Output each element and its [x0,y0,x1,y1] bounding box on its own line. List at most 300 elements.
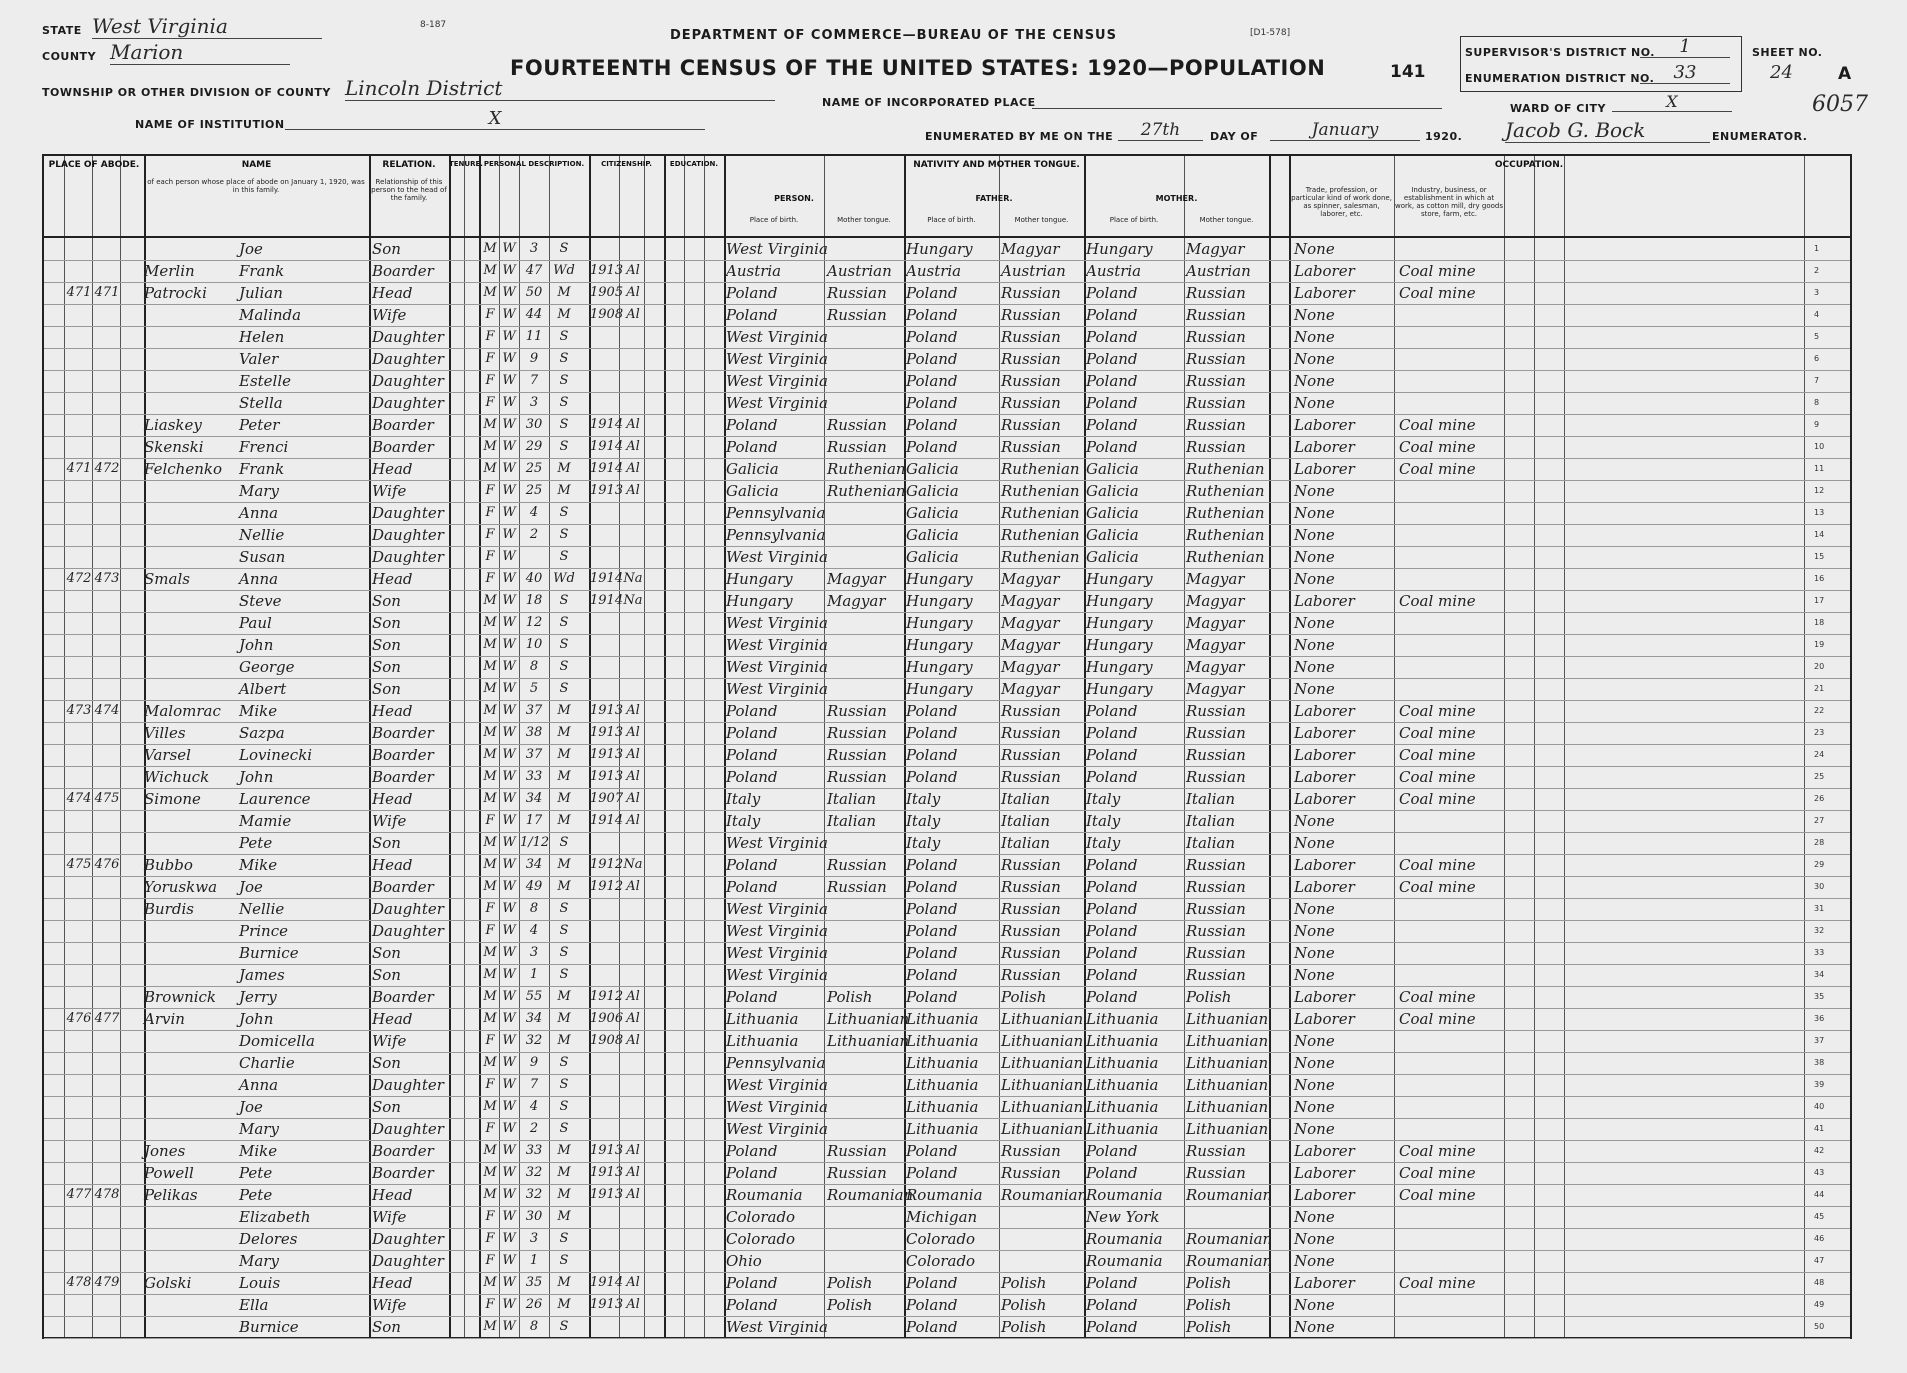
cell-given: Mamie [239,812,292,830]
cell-fbp: Poland [906,724,958,742]
column-rule [1289,156,1291,1337]
cell-race: W [502,439,516,454]
cell-age: 1 [529,967,539,982]
cell-age: 7 [529,373,539,388]
cell-ms: M [557,1209,571,1224]
cell-race: W [502,835,516,850]
cell-given: Charlie [239,1054,295,1072]
cell-given: Mike [239,702,278,720]
cell-imm: 1913 [590,703,624,718]
cell-fbp: Poland [906,944,958,962]
cell-fbp: Hungary [906,658,973,676]
cell-mmt: Roumanian [1186,1252,1273,1270]
cell-sex: M [483,1187,497,1202]
enumeration-value: 33 [1640,62,1730,84]
cell-given: Susan [239,548,286,566]
cell-mbp: Poland [1086,702,1138,720]
cell-bp: West Virginia [726,1120,828,1138]
cell-ms: S [559,241,569,256]
cell-age: 32 [525,1033,543,1048]
cell-sex: F [485,813,495,828]
cell-occ: None [1294,240,1335,258]
cell-nat: Al [626,989,640,1004]
cell-fmt: Polish [1001,988,1047,1006]
cell-sex: M [483,725,497,740]
cell-given: Mary [239,482,279,500]
cell-bp: Italy [726,790,761,808]
cell-rel: Wife [372,306,407,324]
cell-rel: Daughter [372,548,444,566]
row-number: 23 [1814,728,1825,737]
cell-mbp: Poland [1086,746,1138,764]
cell-sex: F [485,1121,495,1136]
cell-given: Estelle [239,372,292,390]
cell-occ: None [1294,1230,1335,1248]
cell-mt: Russian [827,746,887,764]
cell-fmt: Ruthenian [1001,526,1080,544]
cell-race: W [502,527,516,542]
cell-ind: Coal mine [1399,416,1476,434]
cell-bp: West Virginia [726,658,828,676]
cell-rel: Son [372,1318,401,1336]
cell-mbp: Poland [1086,724,1138,742]
cell-bp: West Virginia [726,548,828,566]
cell-ind: Coal mine [1399,592,1476,610]
cell-mbp: Lithuania [1086,1010,1159,1028]
cell-fmt: Magyar [1001,658,1060,676]
cell-fmt: Polish [1001,1274,1047,1292]
cell-age: 47 [525,263,543,278]
cell-rel: Son [372,1054,401,1072]
cell-given: Steve [239,592,282,610]
supervisor-label: SUPERVISOR'S DISTRICT NO. [1465,46,1655,59]
cell-bp: West Virginia [726,614,828,632]
cell-ms: S [559,1055,569,1070]
cell-mt: Lithuanian [827,1032,910,1050]
township-value: Lincoln District [345,76,775,101]
cell-fmt: Italian [1001,834,1051,852]
cell-ms: S [559,1121,569,1136]
cell-given: Nellie [239,526,285,544]
cell-occ: None [1294,614,1335,632]
cell-race: W [502,1033,516,1048]
cell-race: W [502,461,516,476]
cell-surname: Yoruskwa [144,878,218,896]
cell-race: W [502,1275,516,1290]
cell-occ: None [1294,570,1335,588]
cell-rel: Head [372,1186,413,1204]
cell-sex: M [483,945,497,960]
cell-race: W [502,967,516,982]
cell-mmt: Polish [1186,1274,1232,1292]
cell-imm: 1908 [590,307,624,322]
cell-sex: M [483,637,497,652]
cell-fam: 479 [94,1275,120,1290]
cell-mmt: Russian [1186,922,1246,940]
row-number: 8 [1814,398,1820,407]
cell-rel: Son [372,614,401,632]
cell-fbp: Lithuania [906,1098,979,1116]
row-number: 7 [1814,376,1820,385]
cell-occ: None [1294,1054,1335,1072]
cell-fbp: Poland [906,284,958,302]
cell-rel: Boarder [372,988,434,1006]
ward-value: X [1612,92,1732,112]
cell-fbp: Poland [906,328,958,346]
cell-ms: S [559,505,569,520]
cell-bp: Pennsylvania [726,1054,826,1072]
cell-bp: Poland [726,878,778,896]
cell-mbp: Poland [1086,416,1138,434]
cell-surname: Burdis [144,900,194,918]
cell-fmt: Magyar [1001,592,1060,610]
cell-rel: Wife [372,1296,407,1314]
cell-age: 3 [529,945,539,960]
cell-fbp: Italy [906,812,941,830]
cell-rel: Wife [372,812,407,830]
cell-fbp: Poland [906,768,958,786]
cell-fmt: Russian [1001,438,1061,456]
cell-given: John [239,1010,274,1028]
cell-nat: Al [626,263,640,278]
cell-bp: West Virginia [726,350,828,368]
cell-sex: M [483,967,497,982]
cell-race: W [502,901,516,916]
cell-age: 2 [529,527,539,542]
cell-mbp: Poland [1086,966,1138,984]
row-number: 49 [1814,1300,1825,1309]
cell-fmt: Lithuanian [1001,1120,1084,1138]
cell-mmt: Polish [1186,1296,1232,1314]
cell-ms: S [559,593,569,608]
cell-mmt: Lithuanian [1186,1098,1269,1116]
cell-race: W [502,1121,516,1136]
cell-race: W [502,1099,516,1114]
cell-ind: Coal mine [1399,1274,1476,1292]
cell-given: Joe [239,1098,263,1116]
column-rule [1394,156,1395,1337]
cell-fmt: Russian [1001,372,1061,390]
cell-given: Pete [239,1186,273,1204]
cell-given: Elizabeth [239,1208,311,1226]
cell-given: Peter [239,416,280,434]
cell-occ: Laborer [1294,1010,1355,1028]
cell-age: 40 [525,571,543,586]
cell-mmt: Ruthenian [1186,526,1265,544]
cell-fam: 478 [94,1187,120,1202]
cell-occ: Laborer [1294,724,1355,742]
cell-rel: Head [372,790,413,808]
cell-mmt: Polish [1186,988,1232,1006]
cell-ms: S [559,549,569,564]
cell-occ: None [1294,394,1335,412]
cell-mmt: Lithuanian [1186,1076,1269,1094]
cell-bp: West Virginia [726,966,828,984]
enumerator-name: Jacob G. Bock [1505,118,1710,143]
cell-race: W [502,1143,516,1158]
cell-race: W [502,483,516,498]
cell-mmt: Italian [1186,790,1236,808]
cell-rel: Daughter [372,394,444,412]
cell-rel: Son [372,966,401,984]
cell-mbp: Galicia [1086,460,1139,478]
cell-ms: M [557,285,571,300]
cell-age: 2 [529,1121,539,1136]
cell-given: Pete [239,834,273,852]
cell-ms: S [559,1319,569,1334]
cell-dw: 471 [66,461,92,476]
cell-fbp: Lithuania [906,1010,979,1028]
cell-sex: M [483,615,497,630]
form-code: [D1-578] [1250,28,1291,38]
cell-nat: Al [626,725,640,740]
cell-occ: None [1294,504,1335,522]
cell-given: Stella [239,394,283,412]
cell-race: W [502,307,516,322]
cell-sex: M [483,1275,497,1290]
cell-ms: M [557,791,571,806]
cell-ms: S [559,637,569,652]
cell-occ: Laborer [1294,1142,1355,1160]
cell-mbp: Poland [1086,768,1138,786]
cell-mmt: Russian [1186,1142,1246,1160]
cell-mmt: Ruthenian [1186,504,1265,522]
cell-mmt: Russian [1186,1164,1246,1182]
cell-race: W [502,285,516,300]
cell-rel: Son [372,1098,401,1116]
cell-mt: Italian [827,790,877,808]
cell-ms: M [557,1143,571,1158]
cell-fam: 476 [94,857,120,872]
cell-bp: Poland [726,768,778,786]
cell-bp: Roumania [726,1186,803,1204]
cell-age: 8 [529,659,539,674]
cell-surname: Golski [144,1274,192,1292]
cell-occ: Laborer [1294,768,1355,786]
column-rule [1534,156,1535,1337]
cell-given: Helen [239,328,285,346]
cell-rel: Boarder [372,878,434,896]
cell-nat: Na [623,571,643,586]
cell-rel: Daughter [372,504,444,522]
cell-sex: M [483,879,497,894]
cell-fmt: Russian [1001,900,1061,918]
cell-ms: S [559,439,569,454]
cell-mmt: Russian [1186,306,1246,324]
cell-age: 3 [529,395,539,410]
cell-age: 29 [525,439,543,454]
father-tongue-header: Mother tongue. [1014,216,1069,224]
cell-ind: Coal mine [1399,1186,1476,1204]
cell-mmt: Lithuanian [1186,1010,1269,1028]
cell-occ: None [1294,1120,1335,1138]
cell-sex: M [483,659,497,674]
cell-rel: Daughter [372,922,444,940]
cell-surname: Brownick [144,988,217,1006]
cell-rel: Daughter [372,350,444,368]
cell-race: W [502,329,516,344]
cell-race: W [502,373,516,388]
cell-mbp: Lithuania [1086,1054,1159,1072]
cell-mmt: Ruthenian [1186,548,1265,566]
cell-occ: Laborer [1294,262,1355,280]
cell-rel: Wife [372,482,407,500]
cell-dw: 471 [66,285,92,300]
cell-given: Joe [239,240,263,258]
cell-age: 44 [525,307,543,322]
cell-sex: M [483,1055,497,1070]
cell-age: 49 [525,879,543,894]
cell-bp: Poland [726,1142,778,1160]
cell-bp: Poland [726,416,778,434]
cell-mbp: Poland [1086,350,1138,368]
cell-mt: Russian [827,284,887,302]
cell-fmt: Russian [1001,1164,1061,1182]
cell-imm: 1913 [590,1297,624,1312]
county-value: Marion [110,40,290,65]
cell-sex: F [485,395,495,410]
cell-surname: Villes [144,724,186,742]
cell-race: W [502,1077,516,1092]
cell-mmt: Russian [1186,438,1246,456]
cell-fbp: Poland [906,1318,958,1336]
cell-nat: Al [626,703,640,718]
cell-age: 37 [525,703,543,718]
cell-ms: M [557,1297,571,1312]
cell-mbp: Italy [1086,812,1121,830]
cell-given: Anna [239,1076,279,1094]
cell-rel: Boarder [372,724,434,742]
cell-sex: F [485,329,495,344]
cell-bp: Ohio [726,1252,762,1270]
cell-occ: None [1294,1032,1335,1050]
cell-rel: Daughter [372,526,444,544]
cell-nat: Al [626,439,640,454]
cell-sex: M [483,1143,497,1158]
cell-given: John [239,768,274,786]
cell-race: W [502,637,516,652]
cell-age: 33 [525,1143,543,1158]
cell-bp: West Virginia [726,636,828,654]
cell-mmt: Russian [1186,416,1246,434]
cell-mbp: Poland [1086,922,1138,940]
cell-age: 25 [525,461,543,476]
cell-fbp: Lithuania [906,1032,979,1050]
cell-imm: 1913 [590,263,624,278]
cell-sex: M [483,417,497,432]
cell-age: 4 [529,1099,539,1114]
cell-fmt: Russian [1001,416,1061,434]
row-number: 42 [1814,1146,1825,1155]
row-number: 4 [1814,310,1820,319]
row-number: 40 [1814,1102,1825,1111]
cell-mbp: Poland [1086,284,1138,302]
cell-surname: Skenski [144,438,204,456]
cell-sex: M [483,593,497,608]
cell-race: W [502,703,516,718]
cell-ms: M [557,461,571,476]
cell-rel: Daughter [372,328,444,346]
cell-occ: None [1294,1076,1335,1094]
cell-bp: Pennsylvania [726,504,826,522]
cell-given: Louis [239,1274,281,1292]
cell-race: W [502,989,516,1004]
cell-race: W [502,615,516,630]
cell-given: Malinda [239,306,302,324]
sheet-value: 24 [1770,62,1793,83]
cell-mbp: Poland [1086,1142,1138,1160]
column-rule [1184,156,1185,1337]
cell-fmt: Ruthenian [1001,460,1080,478]
cell-age: 34 [525,791,543,806]
cell-mmt: Ruthenian [1186,482,1265,500]
cell-mbp: Poland [1086,306,1138,324]
cell-ms: Wd [553,263,575,278]
cell-fbp: Hungary [906,240,973,258]
cell-rel: Wife [372,1032,407,1050]
cell-nat: Al [626,461,640,476]
cell-mt: Russian [827,768,887,786]
cell-surname: Bubbo [144,856,193,874]
cell-ms: M [557,703,571,718]
mother-tongue-header-2: Mother tongue. [1199,216,1254,224]
cell-mbp: Hungary [1086,658,1153,676]
cell-race: W [502,923,516,938]
cell-dw: 473 [66,703,92,718]
cell-mbp: Galicia [1086,504,1139,522]
cell-rel: Son [372,834,401,852]
cell-sex: M [483,703,497,718]
cell-bp: Italy [726,812,761,830]
cell-bp: West Virginia [726,240,828,258]
cell-occ: None [1294,834,1335,852]
cell-surname: Arvin [144,1010,185,1028]
cell-fbp: Hungary [906,680,973,698]
enumerated-year: 1920. [1425,130,1463,143]
column-rule [64,156,65,1337]
cell-nat: Al [626,1011,640,1026]
cell-sex: F [485,1033,495,1048]
cell-mmt: Lithuanian [1186,1032,1269,1050]
cell-given: Valer [239,350,279,368]
cell-mbp: Austria [1086,262,1142,280]
cell-imm: 1914 [590,1275,624,1290]
cell-sex: M [483,791,497,806]
cell-sex: M [483,769,497,784]
cell-nat: Al [626,1187,640,1202]
cell-surname: Varsel [144,746,191,764]
cell-occ: Laborer [1294,856,1355,874]
row-number: 29 [1814,860,1825,869]
state-label: STATE [42,24,82,37]
cell-sex: F [485,505,495,520]
cell-bp: West Virginia [726,922,828,940]
cell-imm: 1913 [590,483,624,498]
cell-sex: M [483,681,497,696]
row-number: 2 [1814,266,1820,275]
cell-age: 35 [525,1275,543,1290]
column-rule [369,156,371,1337]
cell-ind: Coal mine [1399,988,1476,1006]
row-number: 22 [1814,706,1825,715]
cell-fmt: Russian [1001,394,1061,412]
cell-race: W [502,505,516,520]
row-number: 39 [1814,1080,1825,1089]
cell-age: 8 [529,1319,539,1334]
cell-race: W [502,593,516,608]
cell-bp: Galicia [726,482,779,500]
cell-mt: Magyar [827,570,886,588]
